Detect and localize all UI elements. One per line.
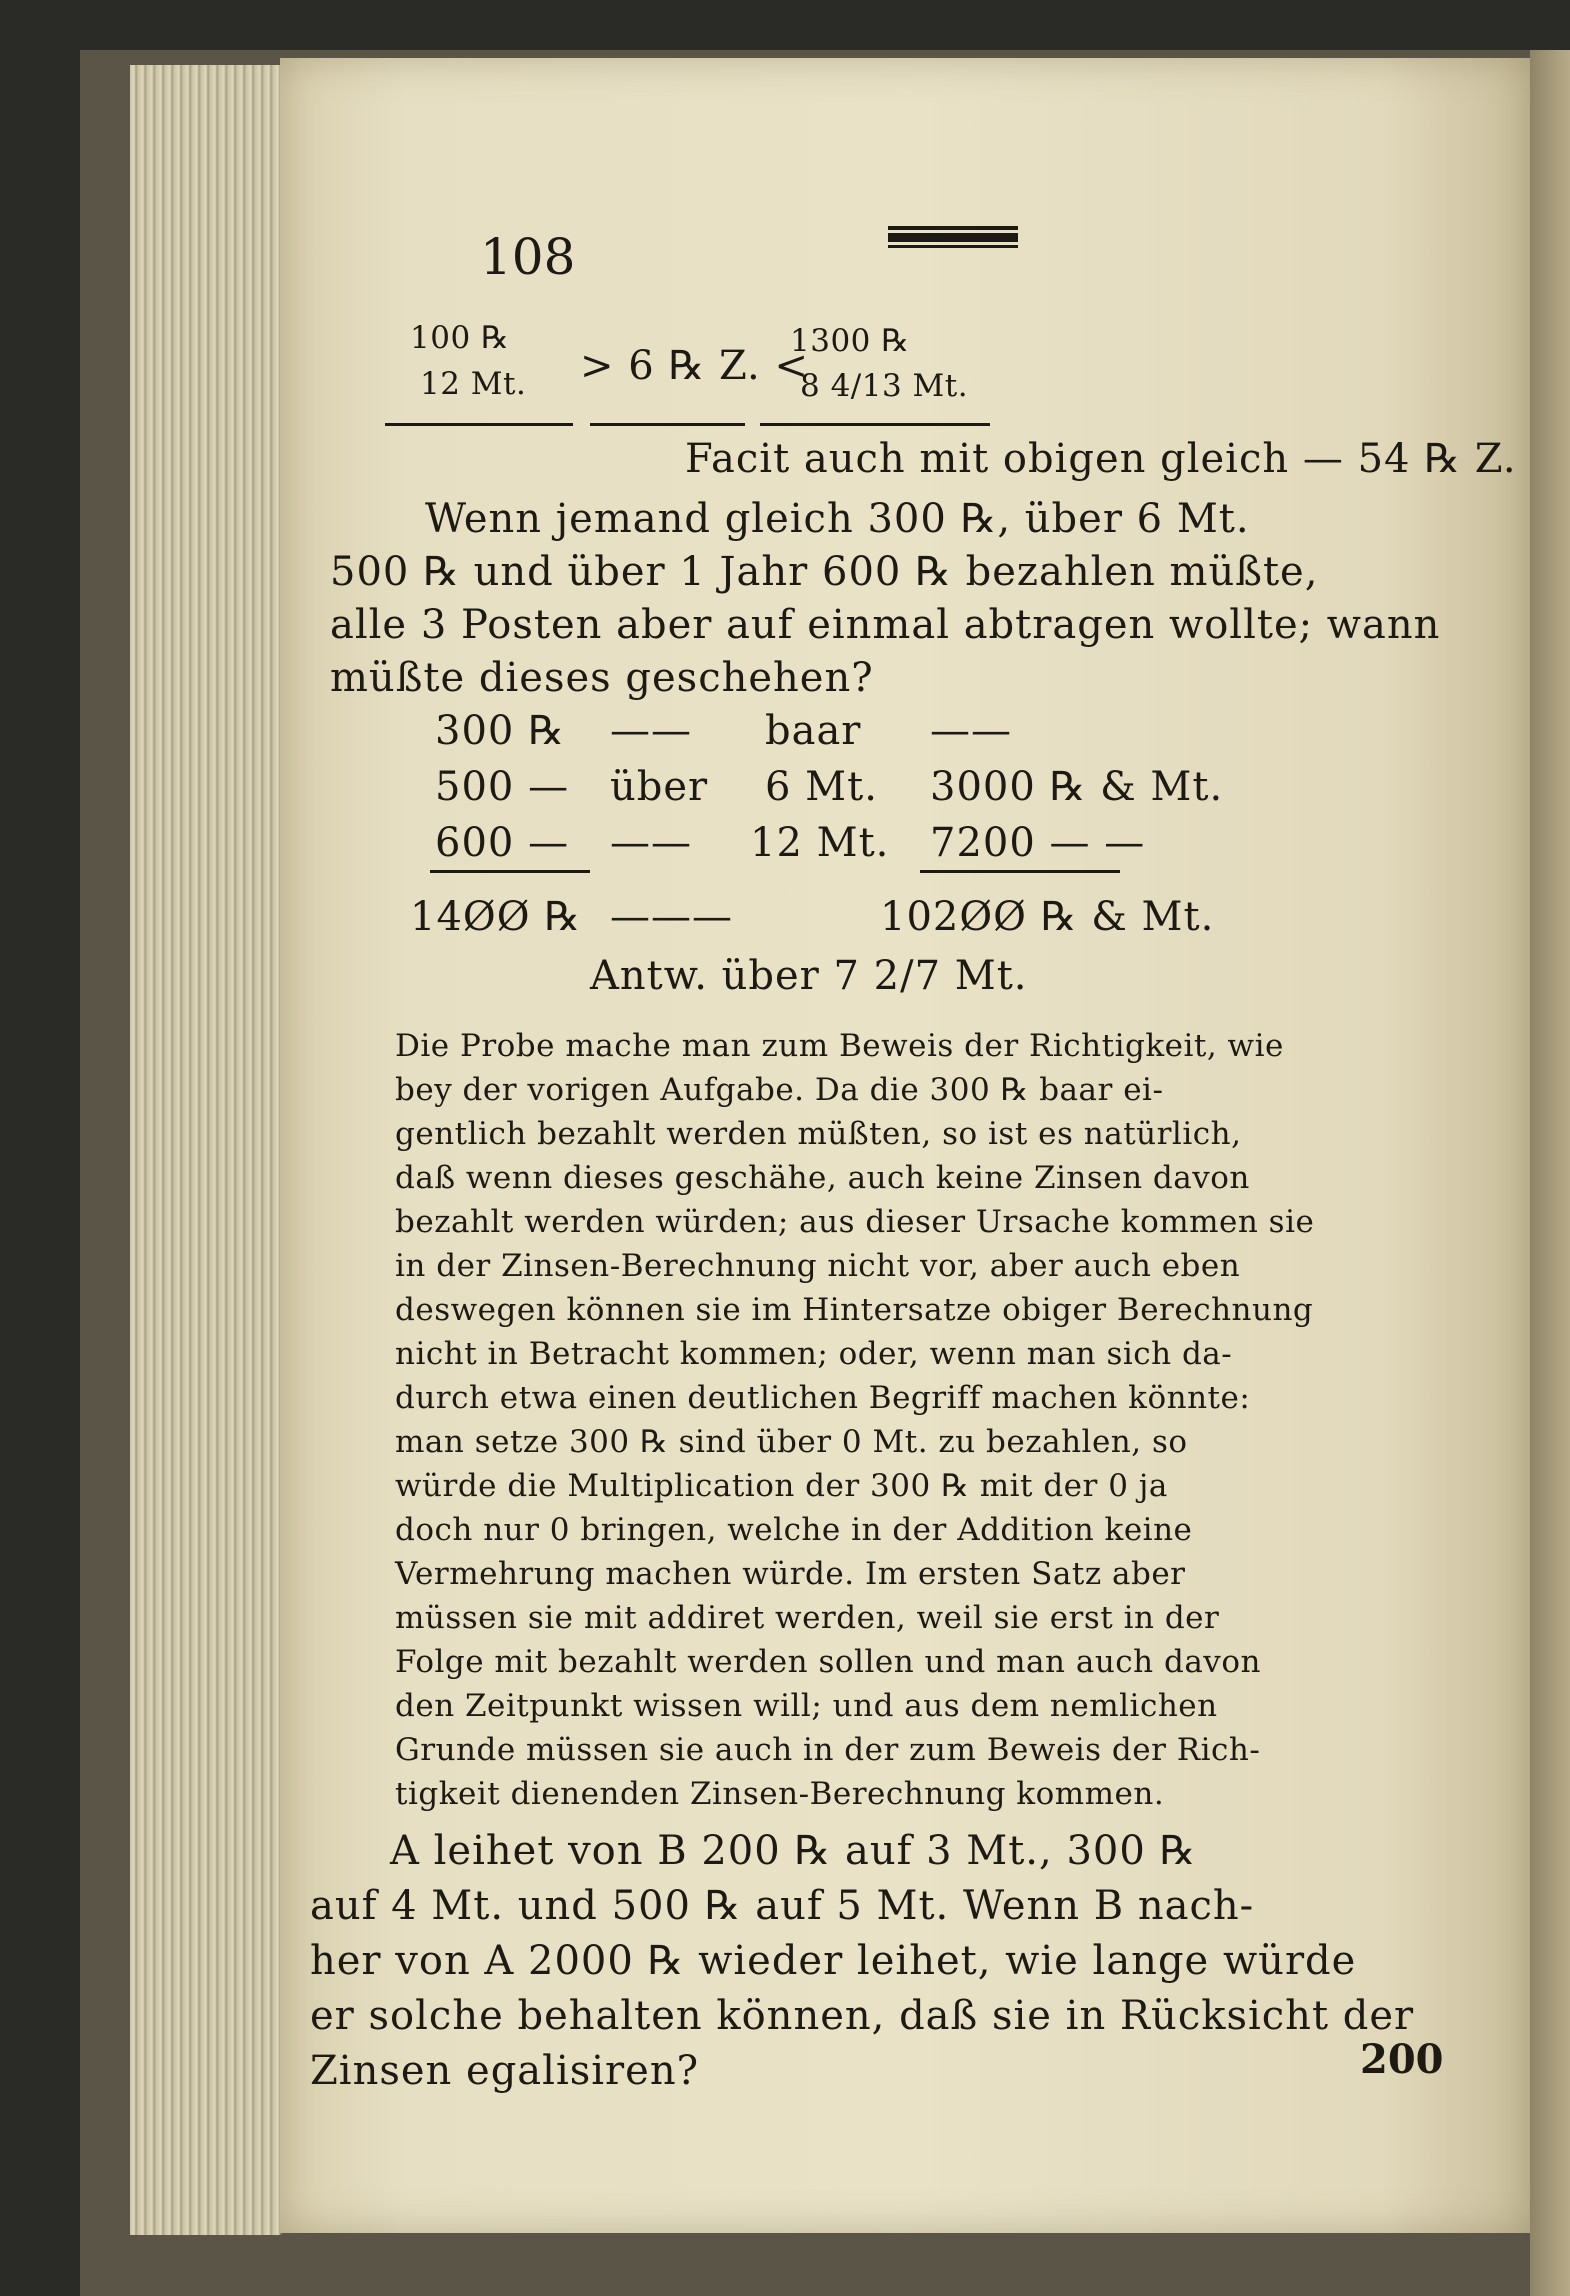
- formula-right-top: 1300 ℞: [790, 323, 910, 359]
- question-line-1: Wenn jemand gleich 300 ℞, über 6 Mt.: [425, 496, 1250, 542]
- calc-row-3-dash: ——: [610, 820, 692, 866]
- formula-rule-right: [760, 423, 990, 426]
- question-line-3: alle 3 Posten aber auf einmal abtragen wollte; wann: [330, 602, 1441, 648]
- proof-line-12: doch nur 0 bringen, welche in der Addition keine: [395, 1512, 1193, 1548]
- page-stack-edges: [130, 65, 282, 2235]
- formula-left-bottom: 12 Mt.: [420, 366, 527, 402]
- total-product: 102ØØ ℞ & Mt.: [880, 894, 1215, 940]
- proof-line-18: tigkeit dienenden Zinsen-Berechnung kommen.: [395, 1776, 1165, 1812]
- calc-row-3-amount: 600 —: [435, 820, 570, 866]
- proof-line-17: Grunde müssen sie auch in der zum Beweis der Rich-: [395, 1732, 1261, 1768]
- calc-row-1-term: baar: [765, 708, 862, 754]
- calc-row-2-product: 3000 ℞ & Mt.: [930, 764, 1224, 810]
- proof-line-13: Vermehrung machen würde. Im ersten Satz aber: [395, 1556, 1186, 1592]
- proof-line-4: daß wenn dieses geschähe, auch keine Zinsen davon: [395, 1160, 1250, 1196]
- calc-row-2-term: 6 Mt.: [765, 764, 878, 810]
- formula-rule-middle: [590, 423, 745, 426]
- total-dash: ———: [610, 894, 733, 940]
- proof-line-9: durch etwa einen deutlichen Begriff machen könnte:: [395, 1380, 1251, 1416]
- calc-row-1-product: ——: [930, 708, 1012, 754]
- problem-line-3: her von A 2000 ℞ wieder leihet, wie lange würde: [310, 1938, 1357, 1984]
- total-amount: 14ØØ ℞: [410, 894, 582, 940]
- proof-line-5: bezahlt werden würden; aus dieser Ursache kommen sie: [395, 1204, 1315, 1240]
- proof-line-8: nicht in Betracht kommen; oder, wenn man sich da-: [395, 1336, 1233, 1372]
- question-line-2: 500 ℞ und über 1 Jahr 600 ℞ bezahlen müßte,: [330, 549, 1319, 595]
- problem-line-4: er solche behalten können, daß sie in Rücksicht der: [310, 1993, 1415, 2039]
- totals-rule-left: [430, 870, 590, 873]
- formula-left-top: 100 ℞: [410, 320, 510, 356]
- formula-right-bottom: 8 4/13 Mt.: [800, 368, 969, 404]
- answer-line: Antw. über 7 2/7 Mt.: [590, 953, 1028, 999]
- proof-line-11: würde die Multiplication der 300 ℞ mit der 0 ja: [395, 1468, 1168, 1504]
- proof-line-16: den Zeitpunkt wissen will; und aus dem nemlichen: [395, 1688, 1218, 1724]
- formula-rule-left: [385, 423, 573, 426]
- problem-line-5: Zinsen egalisiren?: [310, 2048, 700, 2094]
- calc-row-2-amount: 500 —: [435, 764, 570, 810]
- proof-line-15: Folge mit bezahlt werden sollen und man auch davon: [395, 1644, 1261, 1680]
- problem-line-1: A leihet von B 200 ℞ auf 3 Mt., 300 ℞: [390, 1828, 1197, 1874]
- formula-middle: > 6 ℞ Z. <: [580, 343, 810, 389]
- page-number: 108: [480, 228, 576, 286]
- proof-line-6: in der Zinsen-Berechnung nicht vor, aber auch eben: [395, 1248, 1241, 1284]
- header-ornament-rule: [888, 226, 1018, 248]
- question-line-4: müßte dieses geschehen?: [330, 655, 874, 701]
- calc-row-2-dash: über: [610, 764, 709, 810]
- signature-mark: 200: [1360, 2036, 1444, 2083]
- facit-line: Facit auch mit obigen gleich — 54 ℞ Z.: [685, 436, 1517, 482]
- calc-row-3-term: 12 Mt.: [750, 820, 890, 866]
- facing-page-edge: [1530, 50, 1570, 2296]
- proof-line-2: bey der vorigen Aufgabe. Da die 300 ℞ baar ei-: [395, 1072, 1164, 1108]
- totals-rule-right: [920, 870, 1120, 873]
- proof-line-1: Die Probe mache man zum Beweis der Richtigkeit, wie: [395, 1028, 1284, 1064]
- problem-line-2: auf 4 Mt. und 500 ℞ auf 5 Mt. Wenn B nach-: [310, 1883, 1255, 1929]
- calc-row-3-product: 7200 — —: [930, 820, 1146, 866]
- calc-row-1-dash: ——: [610, 708, 692, 754]
- proof-line-7: deswegen können sie im Hintersatze obiger Berechnung: [395, 1292, 1314, 1328]
- calc-row-1-amount: 300 ℞: [435, 708, 565, 754]
- proof-line-10: man setze 300 ℞ sind über 0 Mt. zu bezahlen, so: [395, 1424, 1188, 1460]
- book-page: [280, 58, 1530, 2233]
- proof-line-14: müssen sie mit addiret werden, weil sie erst in der: [395, 1600, 1220, 1636]
- proof-line-3: gentlich bezahlt werden müßten, so ist es natürlich,: [395, 1116, 1242, 1152]
